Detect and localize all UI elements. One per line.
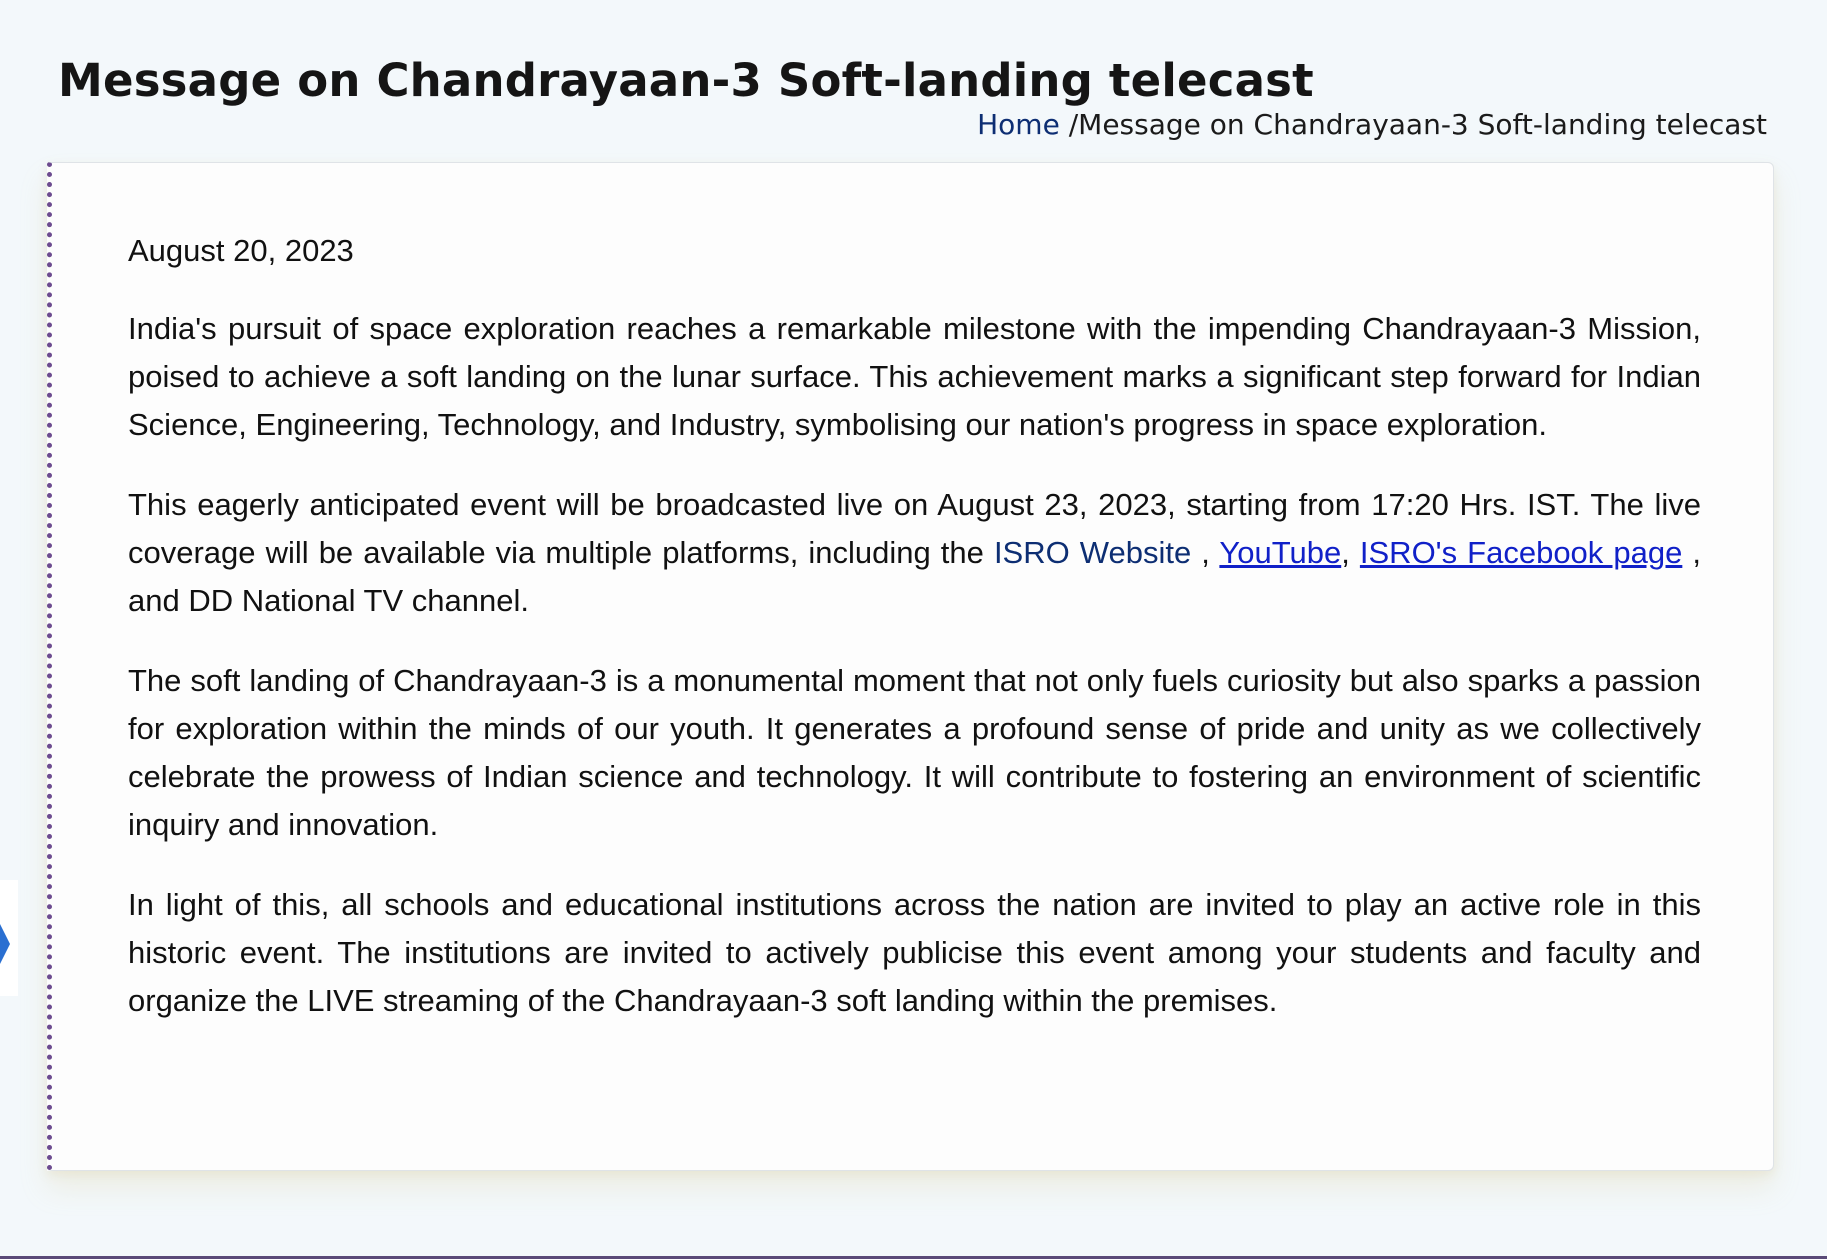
breadcrumb-separator: /	[1068, 108, 1079, 141]
page-title: Message on Chandrayaan-3 Soft-landing telecast	[58, 54, 1314, 107]
article-paragraph-1: India's pursuit of space exploration reaches a remarkable milestone with the impending Chandrayaan-3 Mission, poised to achieve a soft landing on the lunar surface. This achievement marks a significant step forward for Indian Science, Engineering, Technology, and Industry, symbolising our nation's progress in space exploration.	[128, 311, 1701, 442]
facebook-page-link[interactable]: ISRO's Facebook page	[1359, 535, 1683, 570]
breadcrumb-current: Message on Chandrayaan-3 Soft-landing telecast	[1078, 108, 1767, 141]
isro-website-link[interactable]: ISRO Website	[993, 535, 1192, 570]
side-tab-icon	[0, 924, 10, 964]
link-separator: ,	[1341, 535, 1360, 570]
paragraph-2-ending: , and DD National TV channel.	[128, 535, 1701, 618]
breadcrumb-home-link[interactable]: Home	[977, 108, 1060, 141]
article-date: August 20, 2023	[128, 233, 354, 268]
paragraph-2-text: This eagerly anticipated event will be broadcasted live on August 23, 2023, starting from 17:20 Hrs. IST. The live coverage will be available via multiple platforms, including the	[128, 487, 1701, 570]
link-separator: ,	[1191, 535, 1220, 570]
article-body	[128, 227, 1701, 1057]
content-card	[47, 162, 1774, 1171]
article-paragraph-4: In light of this, all schools and educational institutions across the nation are invited to play an active role in this historic event. The institutions are invited to actively publicise this event among your students and faculty and organize the LIVE streaming of the Chandrayaan-3 soft landing within the premises.	[128, 887, 1701, 1018]
page-header	[58, 52, 1767, 141]
article-paragraph-2	[128, 481, 1701, 625]
article-paragraph-3: The soft landing of Chandrayaan-3 is a monumental moment that not only fuels curiosity but also sparks a passion for exploration within the minds of our youth. It generates a profound sense of pride and unity as we collectively celebrate the prowess of Indian science and technology. It will contribute to fostering an environment of scientific inquiry and innovation.	[128, 663, 1701, 842]
youtube-link[interactable]: YouTube	[1219, 535, 1342, 570]
side-tab[interactable]	[0, 880, 18, 996]
breadcrumb	[977, 102, 1767, 148]
